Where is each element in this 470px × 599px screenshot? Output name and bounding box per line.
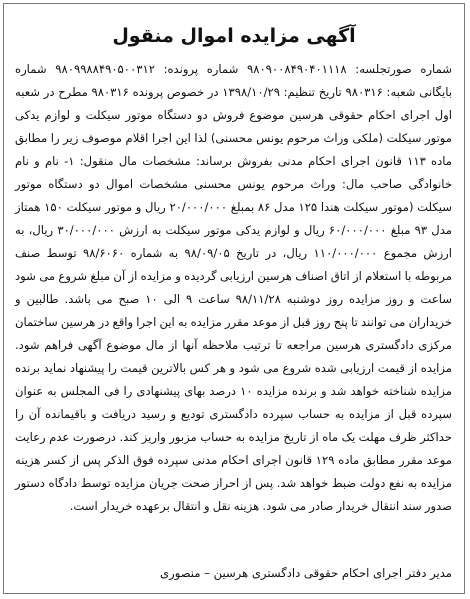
notice-body: شماره صورتجلسه: ۹۸۰۹۰۰۸۴۹۰۴۰۱۱۱۸ شماره پرونده: ۹۸۰۹۹۸۸۴۹۰۵۰۰۳۱۲ شماره بایگانی شعبه: ۹۸۰۳۱۶ تاریخ تنظیم: ۱۳۹۸/۱۰/۲۹ در خصوص پرونده ۹۸۰۳۱۶ مطرح در شعبه اول اجرای احکام حقوقی هرسین موضوع فروش دو دستگاه موتور سیکلت و لوازم یدکی موتور سیکلت (ملکی وراث مرحوم یونس محسنی) لذا این اجرا اقلام موصوف زیر را مطابق ماده ۱۱۳ قانون اجرای احکام مدنی بفروش برساند: مشخصات مال منقول: ۱- نام و نام خانوادگی صاحب مال: وراث مرحوم یونس محسنی مشخصات اموال دو دستگاه موتور سیکلت (موتور سیکلت هندا ۱۲۵ مدل ۸۶ بمبلغ ۲۰/۰۰۰/۰۰۰ ریال و موتور سیکلت ۱۵۰ همتاز مدل ۹۳ مبلغ ۶۰/۰۰۰/۰۰۰ ریال و لوازم یدکی موتور سیکلت به ارزش ۳۰/۰۰۰/۰۰۰ ریال، به ارزش مجموع ۱۱۰/۰۰۰/۰۰۰ ریال، در تاریخ ۹۸/۰۹/۰۵ به شماره ۹۸/۶۰۶۰ توسط صنف مربوطه با استعلام از اتاق اصناف هرسین ارزیابی گردیده و مزایده از آن مبلغ شروع می شود ساعت و روز مزایده روز دوشنبه ۹۸/۱۱/۲۸ ساعت ۹ الی ۱۰ صبح می باشد. طالبین و خریداران می توانند تا پنج روز قبل از موعد مقرر مزایده به این اجرا واقع در هرسین ساختمان مرکزی دادگستری هرسین مراجعه تا ترتیب ملاحظه آنها از مال موضوع آگهی فراهم شود. مزایده از قیمت ارزیابی شده شروع می شود و هر کس بالاترین قیمت را پیشنهاد نماید برنده مزایده شناخته خواهد شد و برنده مزایده ۱۰ درصد بهای پیشنهادی را فی المجلس به عنوان سپرده قبل از مزایده به حساب سپرده دادگستری تودیع و رسید دریافت و باقیمانده آن را حداکثر ظرف مهلت یک ماه از تاریخ مزایده به حساب مزبور واریز کند. درصورت عدم رعایت موعد مقرر مطابق ماده ۱۲۹ قانون اجرای احکام مدنی سپرده فوق الذکر پس از کسر هزینه مزایده به نفع دولت ضبط خواهد شد. پس از احراز صحت جریان مزایده توسط دادگاه دستور صدور سند انتقال خریدار صادر می شود. هزینه نقل و انتقال برعهده خریدار است. <box>15 62 453 513</box>
notice-title: آگهی مزایده اموال منقول <box>112 25 356 47</box>
notice-clipping <box>3 3 465 594</box>
notice-signature: مدیر دفتر اجرای احکام حقوقی دادگستری هرسین – منصوری <box>160 566 452 580</box>
